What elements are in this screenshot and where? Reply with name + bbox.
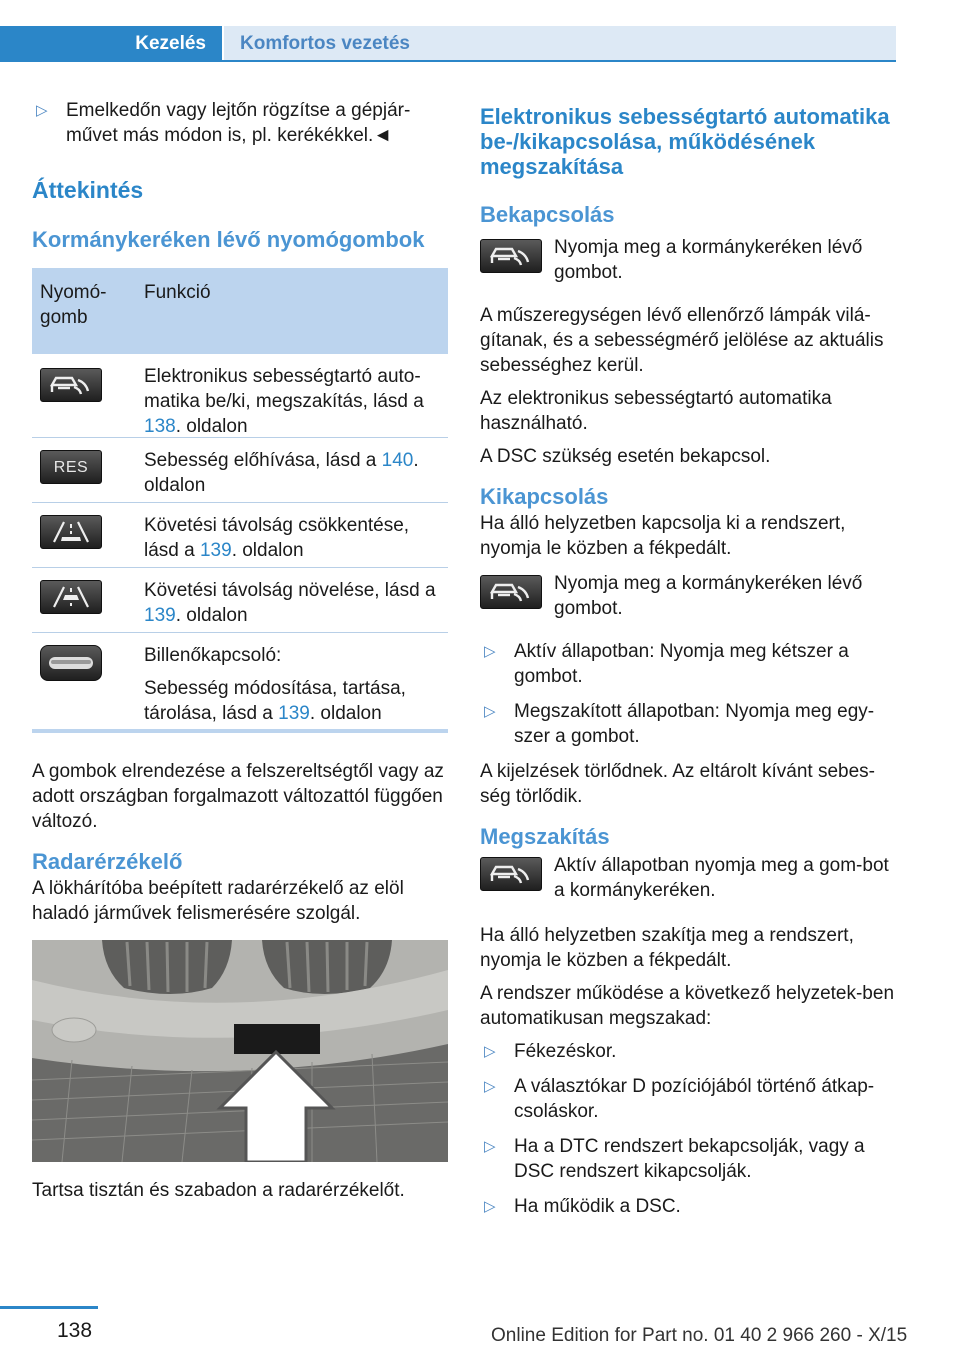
interrupt-bullet-1: Fékezéskor. (514, 1041, 617, 1062)
distance-increase-button-icon (40, 580, 102, 614)
bullet-triangle-icon: ▷ (36, 102, 48, 119)
row1-text: Elektronikus sebességtartó auto-matika be/ki, megszakítás, lásd a (144, 366, 424, 412)
page-number: 138 (57, 1319, 93, 1342)
rocker-switch-icon (40, 645, 102, 681)
row4-suffix: . oldalon (175, 605, 248, 626)
on-icon-text: Nyomja meg a kormánykeréken lévő gombot. (554, 237, 863, 283)
buttons-table (32, 268, 448, 733)
bullet-triangle-icon: ▷ (484, 703, 496, 720)
bullet-triangle-icon: ▷ (484, 1078, 496, 1095)
row3-suffix: . oldalon (231, 540, 304, 561)
tab-komfortos-vezetes[interactable] (224, 26, 896, 60)
off-bullet-1: Aktív állapotban: Nyomja meg kétszer a gombot. (514, 641, 849, 687)
bullet-triangle-icon: ▷ (484, 1043, 496, 1060)
interrupt-bullet-4: Ha működik a DSC. (514, 1196, 681, 1217)
list-item (480, 639, 898, 689)
cruise-control-button-icon (480, 575, 542, 609)
table-row (32, 633, 448, 729)
on-paragraph-3: A DSC szükség esetén bekapcsol. (480, 446, 771, 467)
cruise-control-button-icon (40, 368, 102, 402)
page-link-138[interactable]: 138 (144, 416, 176, 437)
row5-text: Sebesség módosítása, tartása, tárolása, lásd a (144, 678, 406, 724)
row2-suffix: . oldalon (144, 450, 419, 496)
footer-rule (0, 1306, 98, 1309)
list-item (480, 1074, 898, 1124)
list-item (480, 1194, 898, 1219)
page-link-139-c[interactable]: 139 (278, 703, 310, 724)
radar-sensor-photo (32, 940, 448, 1162)
distance-decrease-button-icon (40, 515, 102, 549)
res-button-icon (40, 450, 102, 484)
overview-heading: Áttekintés (32, 177, 144, 203)
right-column (480, 104, 898, 1229)
interrupt-paragraph-2: A rendszer működése a következő helyzetek-ben automatikusan megszakad: (480, 983, 895, 1029)
bullet-triangle-icon: ▷ (484, 643, 496, 660)
page-link-139-b[interactable]: 139 (144, 605, 176, 626)
list-item (480, 1134, 898, 1184)
table-row (32, 503, 448, 568)
on-paragraph-1: A műszeregységen lévő ellenőrző lámpák vilá-gítanak, és a sebességmérő jelölése az aktuális sebességhez kerül. (480, 305, 884, 376)
res-button-label: RES (53, 458, 89, 476)
cruise-control-button-icon (480, 239, 542, 273)
off-paragraph-1: Ha álló helyzetben kapcsolja ki a rendszert, nyomja le közben a fékpedált. (480, 513, 846, 559)
radar-heading: Radarérzékelő (32, 849, 183, 874)
bullet-triangle-icon: ▷ (484, 1138, 496, 1155)
table-header (32, 268, 448, 354)
edition-text: Online Edition for Part no. 01 40 2 966 260 - X/15 (491, 1325, 908, 1346)
table-bottom-rule (32, 729, 448, 733)
on-paragraph-2: Az elektronikus sebességtartó automatika használható. (480, 388, 832, 434)
row5-suffix: . oldalon (309, 703, 382, 724)
page-link-139-a[interactable]: 139 (199, 540, 232, 561)
header-divider (0, 60, 896, 62)
table-header-button: Nyomó-gomb (40, 282, 107, 328)
radar-text: A lökhárítóba beépített radarérzékelő az elöl haladó járművek felismerésére szolgál. (32, 878, 404, 924)
row4-text: Követési távolság növelése, lásd a (144, 580, 436, 601)
tab-komfortos-vezetes-label: Komfortos vezetés (240, 32, 410, 54)
interrupt-icon-text: Aktív állapotban nyomja meg a gom-bot a kormánykeréken. (554, 855, 889, 901)
row3-text: Követési távolság csökkentése, lásd a (144, 515, 410, 561)
off-icon-text: Nyomja meg a kormánykeréken lévő gombot. (554, 573, 863, 619)
interrupt-heading: Megszakítás (480, 824, 610, 849)
intro-bullet (32, 98, 448, 148)
main-heading: Elektronikus sebességtartó automatika be-/kikapcsolása, működésének megszakítása (480, 104, 890, 179)
table-header-function: Funkció (144, 282, 211, 303)
interrupt-bullet-2: A választókar D pozíciójából történő átkap-csoláskor. (514, 1076, 875, 1122)
layout-note: A gombok elrendezése a felszereltségtől vagy az adott országban forgalmazott változattól függően változó. (32, 761, 444, 832)
off-bullet-2: Megszakított állapotban: Nyomja meg egy-szer a gombot. (514, 701, 875, 747)
row2-text: Sebesség előhívása, lásd a (144, 450, 382, 471)
tab-kezeles[interactable] (0, 26, 222, 60)
off-heading: Kikapcsolás (480, 484, 609, 509)
intro-bullet-text: Emelkedőn vagy lejtőn rögzítse a gépjár-művet más módon is, pl. kerékékkel.◄ (66, 100, 411, 146)
off-paragraph-2: A kijelzések törlődnek. Az eltárolt kívánt sebes-ség törlődik. (480, 761, 875, 807)
list-item (480, 699, 898, 749)
table-row (32, 568, 448, 633)
off-instruction (480, 571, 898, 621)
list-item (480, 1039, 898, 1064)
buttons-heading: Kormánykeréken lévő nyomógombok (32, 227, 425, 252)
interrupt-instruction (480, 853, 898, 903)
row1-suffix: . oldalon (175, 416, 248, 437)
row5-line1: Billenőkapcsoló: (144, 645, 282, 666)
photo-caption: Tartsa tisztán és szabadon a radarérzékelőt. (32, 1180, 405, 1201)
cruise-control-button-icon (480, 857, 542, 891)
table-row (32, 354, 448, 438)
left-column (32, 98, 448, 1203)
interrupt-bullet-3: Ha a DTC rendszert bekapcsolják, vagy a DSC rendszert kikapcsolják. (514, 1136, 865, 1182)
table-row (32, 438, 448, 503)
page-link-140[interactable]: 140 (381, 450, 414, 471)
on-heading: Bekapcsolás (480, 202, 615, 227)
interrupt-paragraph-1: Ha álló helyzetben szakítja meg a rendszert, nyomja le közben a fékpedált. (480, 925, 854, 971)
on-instruction (480, 235, 898, 285)
header-tabs (0, 26, 896, 60)
bullet-triangle-icon: ▷ (484, 1198, 496, 1215)
tab-kezeles-label: Kezelés (135, 32, 206, 54)
